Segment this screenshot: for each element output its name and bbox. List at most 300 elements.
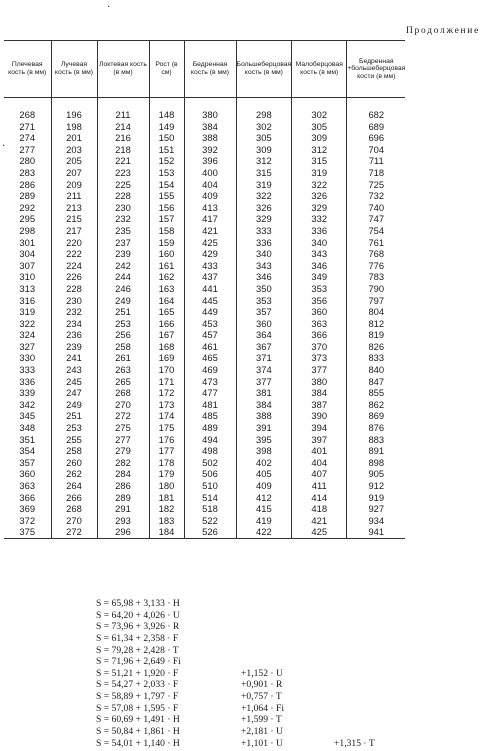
cell-humerus: 283 [4,167,51,179]
cell-radius: 213 [51,202,97,214]
speck-mark: · [107,2,111,13]
cell-tibia: 415 [236,503,292,515]
cell-femur-plus-tibia: 768 [347,248,406,260]
cell-fibula: 418 [292,503,347,515]
cell-femur: 449 [184,306,236,318]
cell-femur: 494 [184,434,236,446]
cell-stature: 162 [149,271,184,283]
cell-fibula: 404 [292,457,347,469]
table-row [4,283,405,295]
cell-femur: 409 [184,190,236,202]
cell-stature: 156 [149,202,184,214]
cell-humerus: 289 [4,190,51,202]
cell-femur-plus-tibia: 711 [347,155,406,167]
cell-stature: 174 [149,410,184,422]
cell-humerus: 366 [4,492,51,504]
cell-humerus: 268 [4,98,51,121]
formula-term: S = 57,08 + 1,595 · F [96,702,179,714]
column-header-humerus: Плечевая кость (в мм) [4,41,51,98]
cell-humerus: 274 [4,132,51,144]
cell-femur-plus-tibia: 833 [347,352,406,364]
formula-term: S = 71,96 + 2,649 · Fi [96,656,181,668]
table-row [4,121,405,133]
cell-tibia: 395 [236,434,292,446]
cell-ulna: 251 [97,306,149,318]
cell-femur-plus-tibia: 776 [347,260,406,272]
cell-femur-plus-tibia: 905 [347,468,406,480]
cell-femur-plus-tibia: 783 [347,271,406,283]
cell-stature: 153 [149,167,184,179]
formula-term: S = 64,20 + 4,026 · U [96,609,180,621]
cell-radius: 249 [51,399,97,411]
cell-radius: 255 [51,434,97,446]
cell-stature: 173 [149,399,184,411]
cell-humerus: 324 [4,329,51,341]
cell-fibula: 377 [292,364,347,376]
cell-femur: 380 [184,98,236,121]
cell-ulna: 223 [97,167,149,179]
cell-tibia: 367 [236,341,292,353]
cell-fibula: 384 [292,387,347,399]
cell-stature: 177 [149,445,184,457]
cell-stature: 155 [149,190,184,202]
cell-stature: 182 [149,503,184,515]
cell-tibia: 422 [236,526,292,538]
cell-tibia: 360 [236,318,292,330]
cell-femur: 461 [184,341,236,353]
cell-humerus: 363 [4,480,51,492]
cell-femur-plus-tibia: 696 [347,132,406,144]
cell-tibia: 398 [236,445,292,457]
cell-tibia: 357 [236,306,292,318]
cell-humerus: 345 [4,410,51,422]
cell-radius: 220 [51,237,97,249]
cell-femur-plus-tibia: 740 [347,202,406,214]
cell-tibia: 329 [236,213,292,225]
cell-radius: 211 [51,190,97,202]
cell-tibia: 353 [236,295,292,307]
table-row [4,526,405,538]
cell-ulna: 291 [97,503,149,515]
formula-line [96,645,375,657]
cell-fibula: 356 [292,295,347,307]
cell-femur: 433 [184,260,236,272]
cell-tibia: 371 [236,352,292,364]
cell-fibula: 305 [292,121,347,133]
cell-tibia: 364 [236,329,292,341]
cell-radius: 270 [51,515,97,527]
cell-femur: 437 [184,271,236,283]
cell-stature: 184 [149,526,184,538]
cell-ulna: 235 [97,225,149,237]
formula-term: +0,901 · R [241,679,283,691]
cell-ulna: 232 [97,213,149,225]
cell-ulna: 216 [97,132,149,144]
cell-ulna: 230 [97,202,149,214]
cell-femur: 469 [184,364,236,376]
cell-tibia: 309 [236,144,292,156]
cell-fibula: 373 [292,352,347,364]
cell-femur: 429 [184,248,236,260]
cell-fibula: 332 [292,213,347,225]
cell-fibula: 366 [292,329,347,341]
table-row [4,167,405,179]
cell-femur: 457 [184,329,236,341]
cell-ulna: 265 [97,376,149,388]
cell-fibula: 370 [292,341,347,353]
cell-ulna: 286 [97,480,149,492]
cell-fibula: 360 [292,306,347,318]
column-header-femur-plus-tibia: Бедренная +большеберцовая кости (в мм) [347,41,406,98]
continuation-label: Продолжение [405,26,480,36]
cell-fibula: 319 [292,167,347,179]
cell-tibia: 381 [236,387,292,399]
table-row [4,248,405,260]
cell-fibula: 302 [292,98,347,121]
cell-stature: 170 [149,364,184,376]
formula-term: S = 54,27 + 2,033 · F [96,679,179,691]
cell-radius: 224 [51,260,97,272]
cell-femur-plus-tibia: 912 [347,480,406,492]
cell-femur: 413 [184,202,236,214]
formula-line [96,610,375,622]
cell-femur: 396 [184,155,236,167]
cell-stature: 154 [149,179,184,191]
cell-ulna: 239 [97,248,149,260]
cell-humerus: 280 [4,155,51,167]
table-row [4,190,405,202]
cell-tibia: 343 [236,260,292,272]
table-row [4,341,405,353]
cell-tibia: 322 [236,190,292,202]
cell-ulna: 214 [97,121,149,133]
cell-radius: 226 [51,271,97,283]
cell-femur: 502 [184,457,236,469]
speck-mark-left: · [2,141,6,152]
cell-fibula: 326 [292,190,347,202]
cell-radius: 262 [51,468,97,480]
cell-femur: 384 [184,121,236,133]
formula-term: S = 50,84 + 1,861 · H [96,726,180,738]
cell-humerus: 369 [4,503,51,515]
table-row [4,434,405,446]
column-header-stature: Рост (в см) [149,41,184,98]
formula-term: S = 58,89 + 1,797 · F [96,691,179,703]
table-row [4,260,405,272]
cell-stature: 159 [149,237,184,249]
cell-radius: 272 [51,526,97,538]
cell-femur: 388 [184,132,236,144]
cell-fibula: 329 [292,202,347,214]
table-row [4,387,405,399]
cell-radius: 247 [51,387,97,399]
cell-fibula: 363 [292,318,347,330]
cell-humerus: 330 [4,352,51,364]
cell-femur-plus-tibia: 826 [347,341,406,353]
cell-femur-plus-tibia: 732 [347,190,406,202]
cell-humerus: 301 [4,237,51,249]
cell-ulna: 279 [97,445,149,457]
formula-line [96,621,375,633]
formula-term: +1,599 · T [241,714,282,726]
cell-stature: 165 [149,306,184,318]
cell-humerus: 292 [4,202,51,214]
cell-humerus: 319 [4,306,51,318]
cell-fibula: 315 [292,155,347,167]
cell-ulna: 289 [97,492,149,504]
cell-tibia: 405 [236,468,292,480]
cell-femur: 400 [184,167,236,179]
cell-fibula: 312 [292,144,347,156]
formula-term: S = 51,21 + 1,920 · F [96,667,179,679]
cell-tibia: 388 [236,410,292,422]
table-row [4,445,405,457]
cell-stature: 158 [149,225,184,237]
table-row [4,132,405,144]
cell-ulna: 282 [97,457,149,469]
cell-radius: 217 [51,225,97,237]
cell-fibula: 394 [292,422,347,434]
cell-humerus: 336 [4,376,51,388]
cell-femur: 526 [184,526,236,538]
cell-fibula: 346 [292,260,347,272]
cell-ulna: 237 [97,237,149,249]
cell-humerus: 348 [4,422,51,434]
table-row [4,306,405,318]
cell-femur-plus-tibia: 876 [347,422,406,434]
cell-femur-plus-tibia: 747 [347,213,406,225]
header-row [4,41,405,98]
stature-table [4,40,405,539]
cell-femur: 465 [184,352,236,364]
cell-tibia: 305 [236,132,292,144]
cell-fibula: 309 [292,132,347,144]
cell-femur: 489 [184,422,236,434]
cell-femur-plus-tibia: 883 [347,434,406,446]
cell-fibula: 414 [292,492,347,504]
cell-femur-plus-tibia: 718 [347,167,406,179]
cell-femur-plus-tibia: 934 [347,515,406,527]
cell-femur-plus-tibia: 847 [347,376,406,388]
cell-tibia: 391 [236,422,292,434]
cell-humerus: 310 [4,271,51,283]
cell-radius: 251 [51,410,97,422]
cell-humerus: 357 [4,457,51,469]
cell-fibula: 343 [292,248,347,260]
cell-humerus: 277 [4,144,51,156]
table-row [4,295,405,307]
cell-humerus: 322 [4,318,51,330]
cell-humerus: 298 [4,225,51,237]
cell-ulna: 249 [97,295,149,307]
cell-humerus: 333 [4,364,51,376]
cell-tibia: 409 [236,480,292,492]
formula-term: S = 54,01 + 1,140 · H [96,737,180,749]
cell-femur: 510 [184,480,236,492]
cell-tibia: 302 [236,121,292,133]
cell-ulna: 258 [97,341,149,353]
cell-tibia: 315 [236,167,292,179]
table-row [4,503,405,515]
cell-fibula: 353 [292,283,347,295]
cell-ulna: 263 [97,364,149,376]
table-row [4,225,405,237]
cell-tibia: 319 [236,179,292,191]
cell-femur: 481 [184,399,236,411]
cell-humerus: 286 [4,179,51,191]
cell-radius: 209 [51,179,97,191]
cell-humerus: 354 [4,445,51,457]
cell-femur: 417 [184,213,236,225]
cell-ulna: 268 [97,387,149,399]
formula-term: +1,152 · U [241,667,283,679]
cell-radius: 243 [51,364,97,376]
cell-radius: 232 [51,306,97,318]
cell-radius: 268 [51,503,97,515]
cell-tibia: 312 [236,155,292,167]
cell-stature: 168 [149,341,184,353]
cell-stature: 176 [149,434,184,446]
cell-stature: 148 [149,98,184,121]
cell-femur-plus-tibia: 790 [347,283,406,295]
cell-radius: 203 [51,144,97,156]
cell-ulna: 293 [97,515,149,527]
cell-tibia: 350 [236,283,292,295]
formula-term: S = 79,28 + 2,428 · T [96,644,179,656]
cell-ulna: 270 [97,399,149,411]
cell-stature: 152 [149,155,184,167]
cell-humerus: 304 [4,248,51,260]
cell-radius: 258 [51,445,97,457]
cell-humerus: 295 [4,213,51,225]
cell-fibula: 421 [292,515,347,527]
formula-term: S = 61,34 + 2,358 · F [96,632,179,644]
cell-femur: 506 [184,468,236,480]
cell-femur-plus-tibia: 804 [347,306,406,318]
cell-radius: 230 [51,295,97,307]
cell-fibula: 401 [292,445,347,457]
cell-ulna: 246 [97,283,149,295]
cell-tibia: 346 [236,271,292,283]
cell-stature: 172 [149,387,184,399]
cell-radius: 222 [51,248,97,260]
cell-stature: 183 [149,515,184,527]
cell-tibia: 336 [236,237,292,249]
cell-femur-plus-tibia: 819 [347,329,406,341]
cell-femur-plus-tibia: 797 [347,295,406,307]
cell-fibula: 397 [292,434,347,446]
cell-femur: 441 [184,283,236,295]
table-row [4,179,405,191]
cell-radius: 196 [51,98,97,121]
cell-fibula: 390 [292,410,347,422]
cell-femur-plus-tibia: 754 [347,225,406,237]
cell-ulna: 228 [97,190,149,202]
cell-ulna: 225 [97,179,149,191]
cell-humerus: 342 [4,399,51,411]
table-row [4,515,405,527]
table-row [4,364,405,376]
table-row [4,480,405,492]
table-row [4,399,405,411]
table-row [4,492,405,504]
cell-femur-plus-tibia: 682 [347,98,406,121]
cell-ulna: 218 [97,144,149,156]
cell-stature: 163 [149,283,184,295]
table-row [4,202,405,214]
cell-stature: 160 [149,248,184,260]
cell-radius: 245 [51,376,97,388]
cell-radius: 215 [51,213,97,225]
cell-ulna: 256 [97,329,149,341]
formula-line [96,738,375,750]
stature-table-container [4,40,405,539]
cell-stature: 178 [149,457,184,469]
formula-term: S = 65,98 + 3,133 · H [96,598,180,609]
cell-femur: 453 [184,318,236,330]
cell-ulna: 242 [97,260,149,272]
column-header-ulna: Локтевая кость (в мм) [97,41,149,98]
cell-femur-plus-tibia: 761 [347,237,406,249]
cell-femur: 518 [184,503,236,515]
cell-stature: 151 [149,144,184,156]
cell-femur: 392 [184,144,236,156]
cell-fibula: 425 [292,526,347,538]
table-row [4,468,405,480]
cell-stature: 166 [149,318,184,330]
cell-stature: 164 [149,295,184,307]
cell-femur: 498 [184,445,236,457]
cell-radius: 239 [51,341,97,353]
cell-fibula: 407 [292,468,347,480]
table-row [4,376,405,388]
cell-humerus: 351 [4,434,51,446]
formula-term: +1,315 · T [334,737,375,749]
formula-line [96,598,375,610]
cell-stature: 171 [149,376,184,388]
cell-fibula: 387 [292,399,347,411]
cell-stature: 181 [149,492,184,504]
cell-stature: 149 [149,121,184,133]
cell-femur-plus-tibia: 898 [347,457,406,469]
formula-term: S = 60,69 + 1,491 · H [96,714,180,726]
cell-stature: 180 [149,480,184,492]
formula-line [96,668,375,680]
cell-ulna: 296 [97,526,149,538]
column-header-tibia: Большеберцовая кость (в мм) [236,41,292,98]
formula-term: S = 73,96 + 3,926 · R [96,621,180,633]
cell-radius: 266 [51,492,97,504]
cell-ulna: 277 [97,434,149,446]
cell-femur: 522 [184,515,236,527]
table-row [4,213,405,225]
table-row [4,98,405,121]
cell-stature: 161 [149,260,184,272]
cell-radius: 207 [51,167,97,179]
cell-stature: 150 [149,132,184,144]
table-row [4,329,405,341]
column-header-fibula: Малоберцовая кость (в мм) [292,41,347,98]
cell-femur-plus-tibia: 704 [347,144,406,156]
formula-line [96,703,375,715]
table-row [4,352,405,364]
cell-femur: 425 [184,237,236,249]
cell-femur: 477 [184,387,236,399]
cell-femur-plus-tibia: 725 [347,179,406,191]
formula-line [96,714,375,726]
cell-fibula: 411 [292,480,347,492]
column-header-femur: Бедренная кость (в мм) [184,41,236,98]
